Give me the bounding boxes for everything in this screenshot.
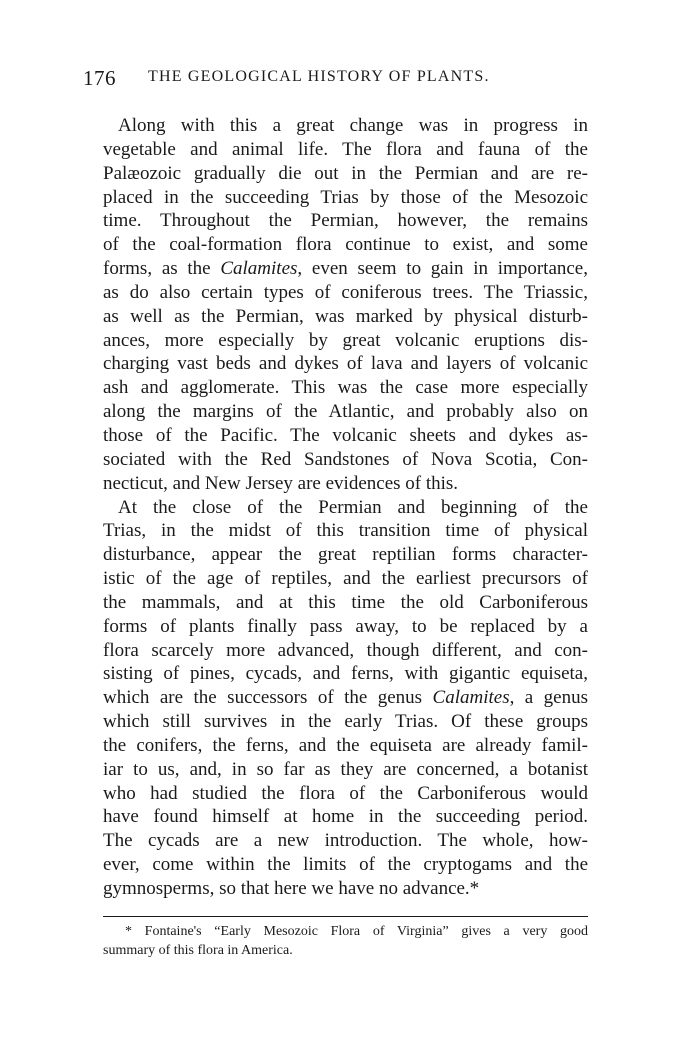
text-line: as well as the Permian, was marked by physical disturb- <box>103 305 588 327</box>
text-line: time. Throughout the Permian, however, the remains <box>103 210 588 232</box>
text-line: necticut, and New Jersey are evidences of this. <box>103 472 459 494</box>
footnote-line: * Fontaine's “Early Mesozoic Flora of Virginia” gives a very good <box>125 924 588 939</box>
text-line <box>103 257 588 281</box>
body-text <box>103 114 588 901</box>
text-line: who had studied the flora of the Carboniferous would <box>103 782 588 804</box>
italic-term: Calamites <box>220 258 298 280</box>
text-line: the conifers, the ferns, and the equiseta are already famil- <box>103 734 588 756</box>
italic-term: Calamites <box>432 687 510 709</box>
text-line: Trias, in the midst of this transition time of physical <box>103 520 588 542</box>
text-line: sociated with the Red Sandstones of Nova Scotia, Con- <box>103 448 588 470</box>
text-line: the mammals, and at this time the old Carboniferous <box>103 591 588 613</box>
text-line: disturbance, appear the great reptilian forms character- <box>103 544 588 566</box>
text-line: along the margins of the Atlantic, and probably also on <box>103 401 588 423</box>
text-segment: , even seem to gain in importance, <box>297 258 588 280</box>
text-line: placed in the succeeding Trias by those of the Mesozoic <box>103 186 588 208</box>
footnote-rule <box>103 916 588 917</box>
text-line: as do also certain types of coniferous trees. The Triassic, <box>103 281 588 303</box>
text-segment: which are the successors of the genus <box>103 687 433 709</box>
text-line: charging vast beds and dykes of lava and layers of volcanic <box>103 353 588 375</box>
text-line: ances, more especially by great volcanic eruptions dis- <box>103 329 588 351</box>
footnote <box>103 922 588 960</box>
text-line: those of the Pacific. The volcanic sheets and dykes as- <box>103 424 588 446</box>
text-line <box>103 686 588 710</box>
text-line: flora scarcely more advanced, though different, and con- <box>103 639 588 661</box>
text-line: forms of plants finally pass away, to be replaced by a <box>103 615 588 637</box>
text-line: Along with this a great change was in progress in <box>118 115 588 136</box>
text-segment: , a genus <box>509 687 588 709</box>
text-segment: forms, as the <box>103 258 221 280</box>
text-line: The cycads are a new introduction. The whole, how- <box>103 830 588 852</box>
text-line: istic of the age of reptiles, and the earliest precursors of <box>103 568 588 590</box>
text-line: Palæozoic gradually die out in the Permian and are re- <box>103 162 588 184</box>
running-title: THE GEOLOGICAL HISTORY OF PLANTS. <box>148 68 490 85</box>
footnote-line: summary of this flora in America. <box>103 943 293 958</box>
page-number: 176 <box>83 66 116 90</box>
text-line: iar to us, and, in so far as they are concerned, a botanist <box>103 758 588 780</box>
text-line: ash and agglomerate. This was the case more especially <box>103 377 588 399</box>
text-line: have found himself at home in the succeeding period. <box>103 806 588 828</box>
text-line: vegetable and animal life. The flora and fauna of the <box>103 138 588 160</box>
paragraph-1 <box>103 114 588 496</box>
text-line: At the close of the Permian and beginning of the <box>118 496 588 518</box>
text-line: gymnosperms, so that here we have no advance.* <box>103 878 480 899</box>
text-line: which still survives in the early Trias. Of these groups <box>103 711 588 733</box>
paragraph-2 <box>103 496 588 901</box>
text-line: of the coal-formation flora continue to exist, and some <box>103 234 588 256</box>
text-line: sisting of pines, cycads, and ferns, with gigantic equiseta, <box>103 663 588 685</box>
text-line: ever, come within the limits of the cryptogams and the <box>103 854 588 876</box>
